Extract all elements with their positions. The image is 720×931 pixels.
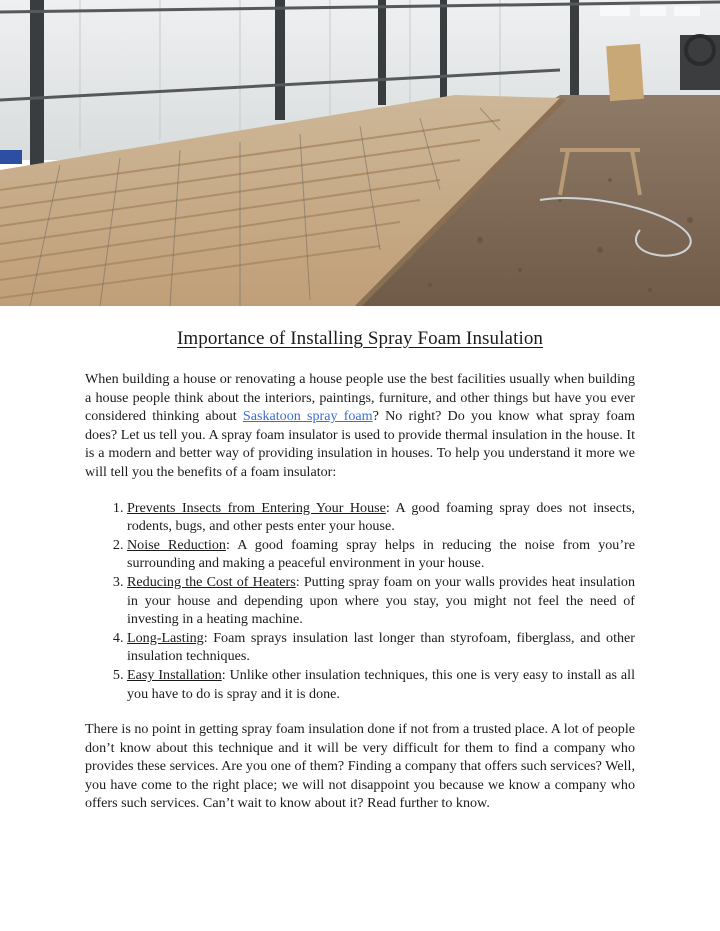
intro-paragraph xyxy=(85,370,635,482)
benefit-term: Noise Reduction xyxy=(127,536,226,553)
benefit-text: : A good foaming spray does not insects, rodents, bugs, and other pests enter your house. xyxy=(127,499,635,535)
list-item xyxy=(127,536,635,573)
benefit-term: Reducing the Cost of Heaters xyxy=(127,573,296,590)
saskatoon-spray-foam-link[interactable]: Saskatoon spray foam xyxy=(242,408,373,425)
benefit-term: Easy Installation xyxy=(127,666,222,683)
benefit-term: Long-Lasting xyxy=(127,629,204,646)
benefit-term: Prevents Insects from Entering Your House xyxy=(127,499,386,516)
benefit-text: : Putting spray foam on your walls provides heat insulation in your house and depending upon where you stay, you might not feel the need of investing in a heating machine. xyxy=(127,573,635,628)
intro-text-before-link: When building a house or renovating a house people use the best facilities usually when building a house people think about the interiors, paintings, furniture, and other things but have you ever considered thinking about xyxy=(85,371,635,425)
list-item xyxy=(127,499,635,536)
list-item xyxy=(127,573,635,629)
benefit-text: : Unlike other insulation techniques, this one is very easy to install as all you have to do is spray and it is done. xyxy=(127,666,636,702)
closing-paragraph: There is no point in getting spray foam insulation done if not from a trusted place. A lot of people don’t know about this technique and it will be very difficult for them to find a company who provides these services. Are you one of them? Finding a company that offers such services? Well, you have come to the right place; we will not disappoint you because we know a company who offers such services. Can’t wait to know about it? Read further to know. xyxy=(85,721,635,812)
benefits-list xyxy=(85,499,635,704)
list-item xyxy=(127,666,635,703)
page-title: Importance of Installing Spray Foam Insulation xyxy=(176,328,544,349)
benefit-text: : A good foaming spray helps in reducing the noise from you’re surrounding and making a peaceful environment in your house. xyxy=(127,536,635,572)
benefit-text: : Foam sprays insulation last longer than styrofoam, fiberglass, and other insulation techniques. xyxy=(127,629,635,665)
construction-site-illustration xyxy=(0,0,720,306)
article xyxy=(85,306,635,813)
hero-photo xyxy=(0,0,720,306)
list-item xyxy=(127,629,635,666)
intro-text-after-link: ? No right? Do you know what spray foam does? Let us tell you. A spray foam insulator is used to provide thermal insulation in the house. It is a modern and better way of providing insulation in houses. To help you understand it more we will tell you the benefits of a foam insulator: xyxy=(85,408,635,480)
